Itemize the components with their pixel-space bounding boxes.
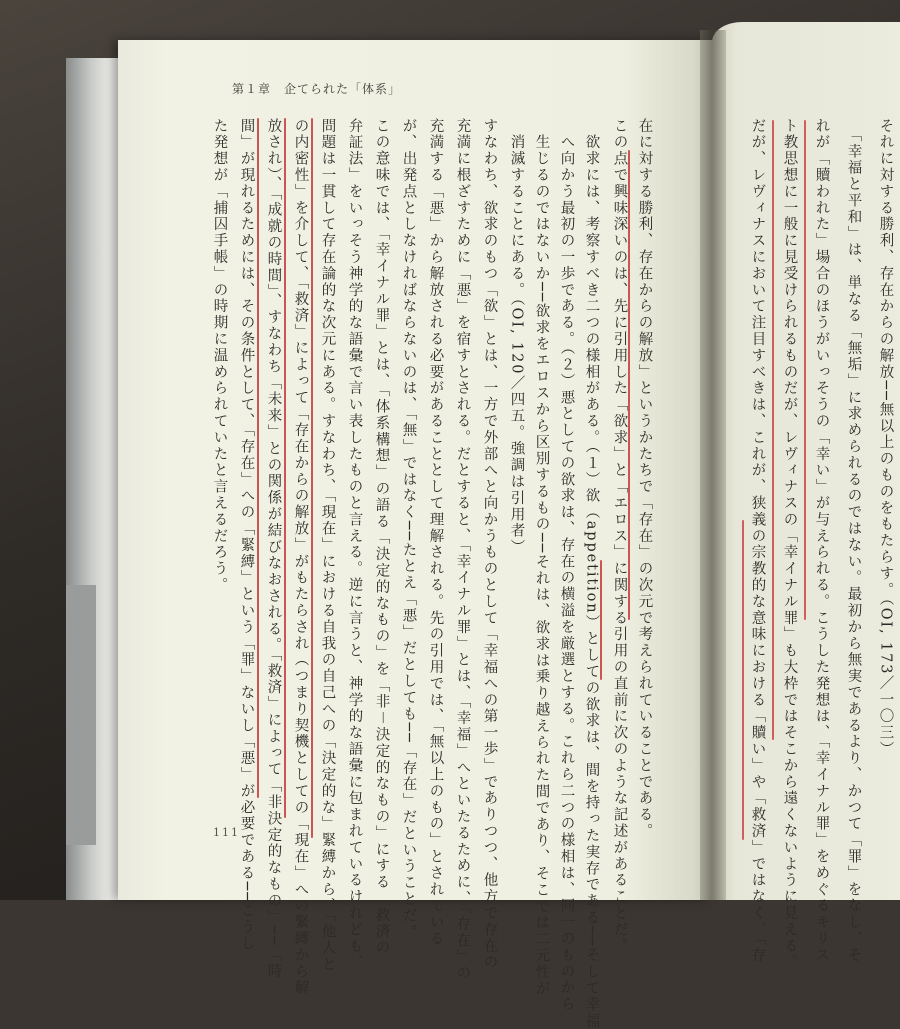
text-column: 弁証法」をいっそう神学的な語彙で言い表したものと言える。逆に言うと、神学的な語彙に包まれているけれども、 <box>346 118 363 971</box>
text-column: へ向かう最初の一歩である。（２）悪としての欲求は、存在の横溢を厳選とする。これら二つの様相は、同一のものから <box>558 118 575 1013</box>
red-underline <box>311 118 313 838</box>
running-header: 第１章 企てられた「体系」 <box>232 82 402 96</box>
text-column: 在に対する勝利、存在からの解放」というかたちで「存在」の次元で考えられていることである。 <box>636 118 653 840</box>
text-column: の内密性」を介して、「救済」によって「存在からの解放」がもたらされ（つまり契機としての「現在」への緊縛から解 <box>292 118 309 997</box>
text-column: 欲求には、考察すべき二つの様相がある。（１）欲（appetition）としての欲求は、間を持った実存である──そして幸福 <box>583 118 600 1029</box>
text-column: だが、レヴィナスにおいて注目すべきは、これが、狭義の宗教的な意味における「贖い」や「救済」ではなく、「存 <box>749 118 766 964</box>
text-column: ト教思想に一般に見受けられるものだが、レヴィナスの「幸イナル罪」も大枠ではそこから遠くないように見える。 <box>781 118 798 971</box>
red-underline <box>257 118 259 798</box>
red-underline <box>284 118 286 818</box>
text-column: 問題は一貫して存在論的な次元にある。すなわち、「現在」における自我の自己への「決定的な」緊縛から、「他人と <box>319 118 336 973</box>
text-column: それに対する勝利、存在からの解放──無以上のものをもたらす。（OI, 173／一〇三） <box>877 118 894 758</box>
text-column: この点で興味深いのは、先に引用した「欲求」と「エロス」に関する引用の直前に次のような記述があることだ。 <box>611 118 628 955</box>
text-column: 充満する「悪」から解放される必要があることとして理解される。先の引用では、「無以上のもの」とされている <box>427 118 444 948</box>
text-column: 生じるのではないか──欲求をエロスから区別するもの──それは、欲求は乗り越えられた間であり、そこでは二元性が <box>533 118 550 997</box>
text-column: 「幸福と平和」は、単なる「無垢」に求められるのではない。最初から無実であるより、かつて「罪」をなし、そ <box>845 118 862 964</box>
text-column: が、出発点としなければならないのは、「無」ではなく──たとえ「悪」だとしても──「存在」だということだ。 <box>400 118 417 941</box>
text-column: 放され）、「成就の時間」、すなわち「未来」との関係が結びなおされる。「救済」によって「非決定的なもの」──「時 <box>265 118 282 980</box>
text-column: れが「贖われた」場合のほうがいっそうの「幸い」が与えられる。こうした発想は、「幸イナル罪」をめぐるキリス <box>813 118 830 964</box>
text-column: た発想が「捕囚手帳」の時期に温められていたと言えるだろう。 <box>211 118 228 594</box>
right-page <box>712 22 900 900</box>
text-column: この意味では、「幸イナル罪」とは、「体系構想」の語る「決定的なもの」を「非－決定的なもの」にする「救済の <box>373 118 390 957</box>
book-cover-stripe <box>66 585 96 845</box>
book-gutter <box>700 30 726 900</box>
red-underline <box>600 560 602 680</box>
red-underline <box>772 120 774 740</box>
text-column: 消滅することにある。（OI, 120／四五。強調は引用者） <box>508 118 525 556</box>
red-underline <box>628 150 630 620</box>
text-column: すなわち、欲求のもつ「欲」とは、一方で外部へと向かうものとして「幸福への第一歩」でありつつ、他方で存在の <box>481 118 498 971</box>
text-column: 充満に根ざすために「悪」を宿すとされる。だとすると、「幸イナル罪」とは、「幸福」へといたるために、「存在」の <box>454 118 471 982</box>
red-underline <box>804 120 806 620</box>
red-underline <box>742 520 744 840</box>
page-number: 111 <box>213 826 240 839</box>
text-column: 間」が現れるためには、その条件として、「存在」への「緊縛」という「罪」ないし「悪」が必要である──こうし <box>238 118 255 953</box>
